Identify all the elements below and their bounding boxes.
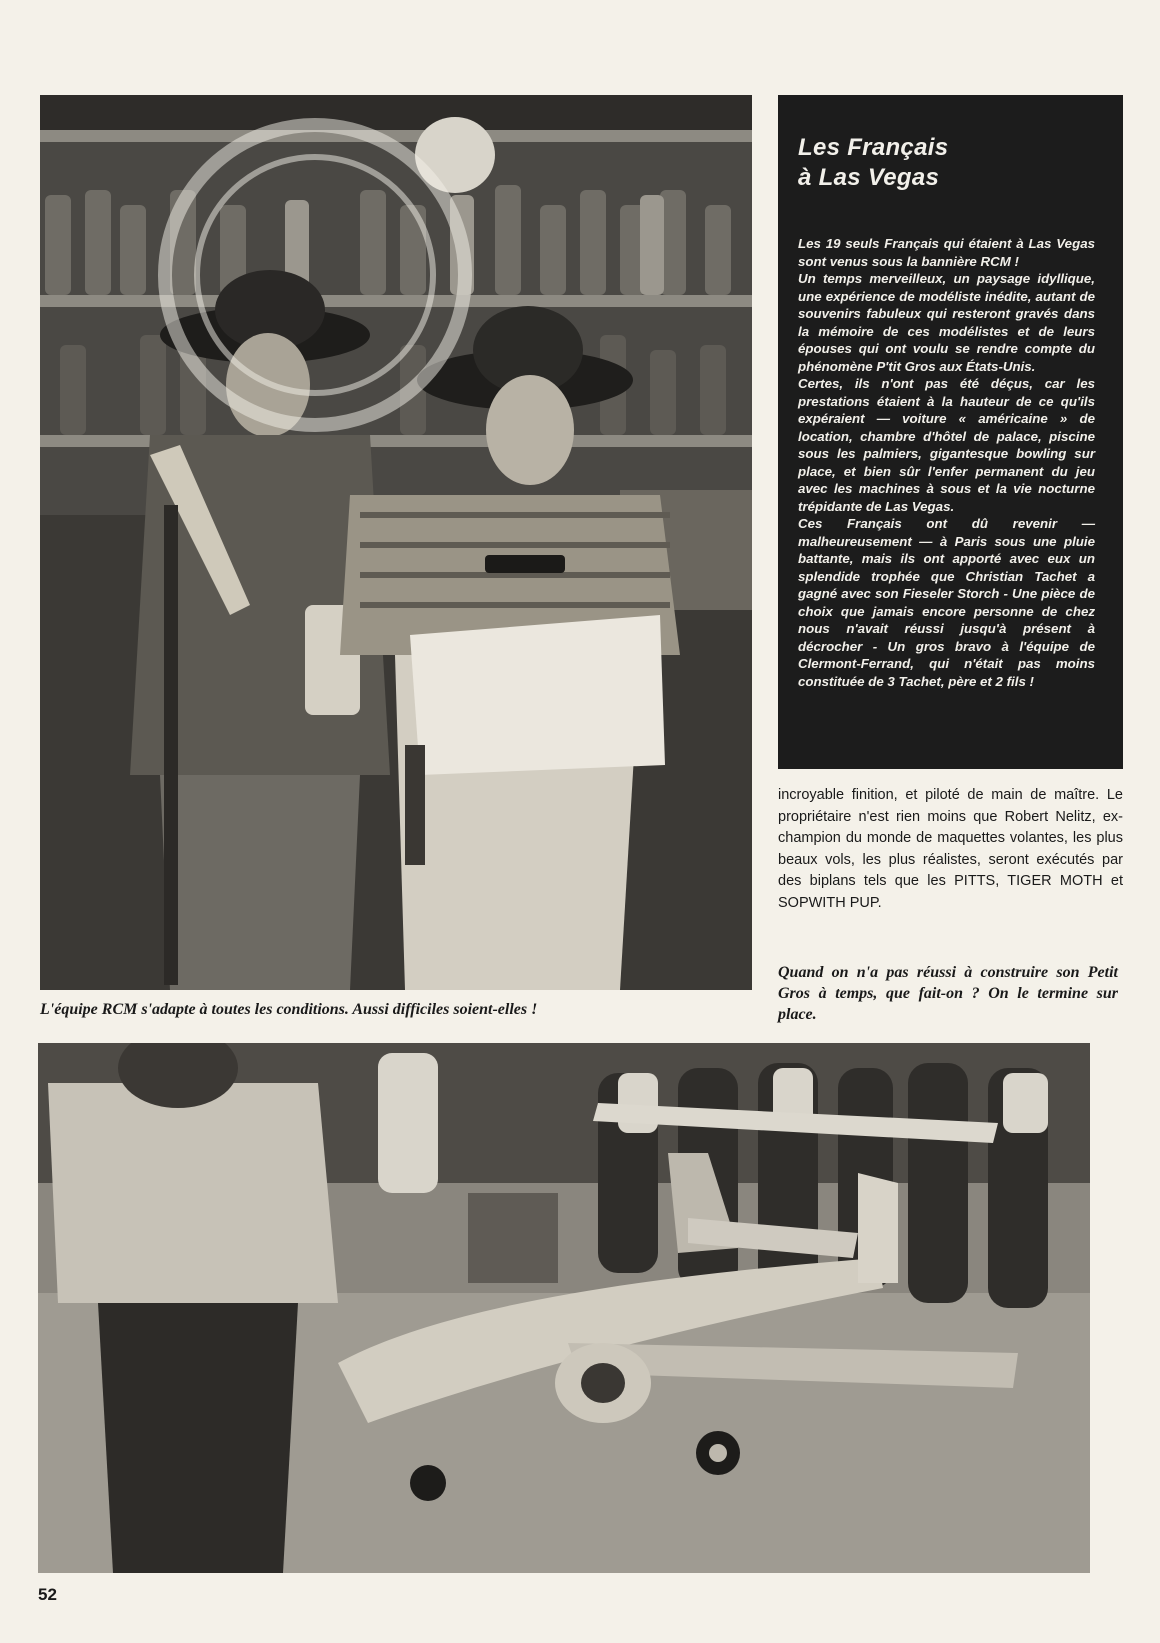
photo-cowboys-bar <box>40 95 752 990</box>
body-text-continuation: incroyable finition, et piloté de main de maître. Le propriétaire n'est rien moins que Robert Nelitz, ex-champion du monde de maquettes volantes, les plus beaux vols, les plus réalistes, seront exécutés par des biplans tels que les PITTS, TIGER MOTH et SOPWITH PUP. <box>778 787 1123 911</box>
photo-model-aircraft <box>38 1043 1090 1573</box>
sidebar-paragraph: Un temps merveilleux, un paysage idyllique, une expérience de modéliste inédite, autant de souvenirs fabuleux qui resteront gravés dans la mémoire de ces modélistes et de leurs épouses qui ont voulu se rendre compte du phénomène P'tit Gros aux États-Unis. <box>798 271 1095 374</box>
photo-model-aircraft-image <box>38 1043 1090 1573</box>
sidebar-title-line2: à Las Vegas <box>798 164 940 191</box>
sidebar-paragraph: Certes, ils n'ont pas été déçus, car les prestations étaient à la hauteur de ce qu'ils expéraient — voiture « américaine » de location, chambre d'hôtel de palace, piscine sous les palmiers, gigantesque bowling sur place, et bien sûr l'enfer permanent du jeu avec les machines à sous et la vie nocturne trépidante de Las Vegas. <box>798 376 1095 514</box>
caption-bottom-photo: Quand on n'a pas réussi à construire son Petit Gros à temps, que fait-on ? On le termine sur place. <box>778 964 1118 1023</box>
sidebar-paragraph: Ces Français ont dû revenir — malheureusement — à Paris sous une pluie battante, mais ils ont apporté avec eux un splendide trophée que Christian Tachet a gagné avec son Fieseler Storch - Une pièce de choix que jamais encore personne de chez nous n'avait réussi jusqu'à présent à décrocher - Un gros bravo à l'équipe de Clermont-Ferrand, qui n'était pas moins constituée de 3 Tachet, père et 2 fils ! <box>798 516 1095 689</box>
caption-top-photo: L'équipe RCM s'adapte à toutes les conditions. Aussi difficiles soient-elles ! <box>40 1001 538 1018</box>
page-number: 52 <box>38 1585 57 1604</box>
sidebar-title <box>798 133 1095 193</box>
sidebar-paragraph: Les 19 seuls Français qui étaient à Las Vegas sont venus sous la bannière RCM ! <box>798 236 1095 269</box>
sidebar-article-box <box>778 95 1123 769</box>
sidebar-title-line1: Les Français <box>798 134 949 161</box>
photo-cowboys-bar-image <box>40 95 752 990</box>
